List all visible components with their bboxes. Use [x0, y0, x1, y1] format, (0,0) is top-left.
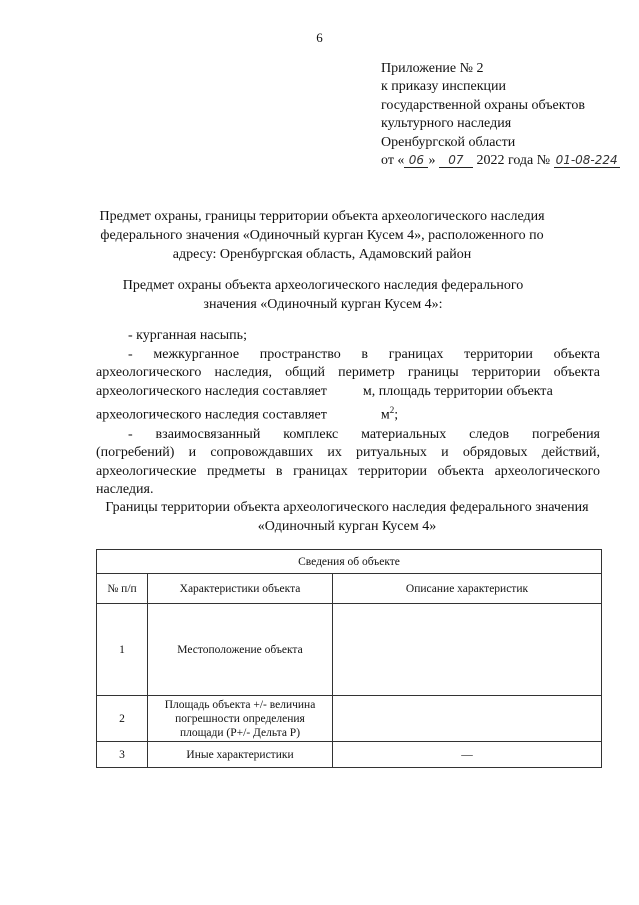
row-number: 2	[97, 696, 148, 742]
area-unit: м	[380, 408, 390, 424]
appendix-line: культурного наследия	[381, 116, 512, 132]
area-unit-end: ;	[394, 408, 399, 424]
area-unit-exponent: 2	[389, 405, 395, 416]
handwritten-month: 07	[439, 153, 473, 168]
date-year: 2022 года №	[476, 153, 551, 169]
date-mid: »	[428, 153, 436, 169]
row-characteristic: Площадь объекта +/- величина погрешности определения площади (Р+/- Дельта Р)	[148, 696, 333, 742]
row-number: 3	[97, 742, 148, 768]
row-characteristic: Иные характеристики	[148, 742, 333, 768]
protection-subject-heading: Предмет охраны объекта археологического наследия федерального значения «Одиночный курган Кусем 4»:	[122, 278, 524, 312]
protection-subject-list	[96, 327, 600, 500]
object-info-table	[96, 549, 602, 768]
column-header: Характеристики объекта	[148, 574, 333, 604]
table-caption: Сведения об объекте	[97, 550, 602, 574]
list-item-line	[96, 401, 600, 425]
column-header: № п/п	[97, 574, 148, 604]
appendix-block	[381, 60, 620, 170]
table-row	[97, 742, 602, 768]
list-item: - взаимосвязанный комплекс материальных следов погребения	[128, 426, 600, 442]
row-characteristic: Местоположение объекта	[148, 604, 333, 696]
row-description	[333, 696, 602, 742]
list-item: - курганная насыпь;	[128, 328, 247, 343]
appendix-line: Оренбургской области	[381, 134, 516, 150]
table-row	[97, 696, 602, 742]
perimeter-unit-text: м, площадь территории объекта	[362, 383, 553, 399]
list-item: - межкурганное пространство в границах территории объекта	[128, 346, 600, 362]
appendix-line: к приказу инспекции	[381, 79, 507, 95]
area-label: археологического наследия составляет	[96, 408, 327, 424]
perimeter-label: археологического наследия составляет	[96, 383, 327, 399]
list-item-line: (погребений) и сопровождавших их ритуальных и обрядовых действий, археологические предметы в границах территории объекта археологического наследия.	[96, 445, 600, 498]
list-item-line: археологического наследия, общий периметр границы территории объекта	[96, 365, 600, 381]
list-item-line	[96, 383, 600, 402]
page-number: 6	[316, 30, 323, 45]
column-header: Описание характеристик	[333, 574, 602, 604]
handwritten-order-number: 01-08-224	[555, 153, 618, 168]
table-header-row	[97, 574, 602, 604]
appendix-line: государственной охраны объектов	[381, 97, 585, 113]
table-row	[97, 604, 602, 696]
boundaries-heading: Границы территории объекта археологического наследия федерального значения «Одиночный курган Кусем 4»	[105, 500, 589, 534]
row-description	[333, 604, 602, 696]
handwritten-day: 06	[404, 153, 428, 168]
table-caption-row	[97, 550, 602, 574]
row-number: 1	[97, 604, 148, 696]
document-title: Предмет охраны, границы территории объекта археологического наследия федерального значения «Одиночный курган Кусем 4», расположенного по адресу: Оренбургская область, Адамовский район	[99, 209, 545, 262]
row-description: —	[333, 742, 602, 768]
appendix-line: Приложение № 2	[381, 61, 484, 76]
order-date-line	[381, 152, 620, 170]
date-prefix: от «	[381, 153, 405, 169]
